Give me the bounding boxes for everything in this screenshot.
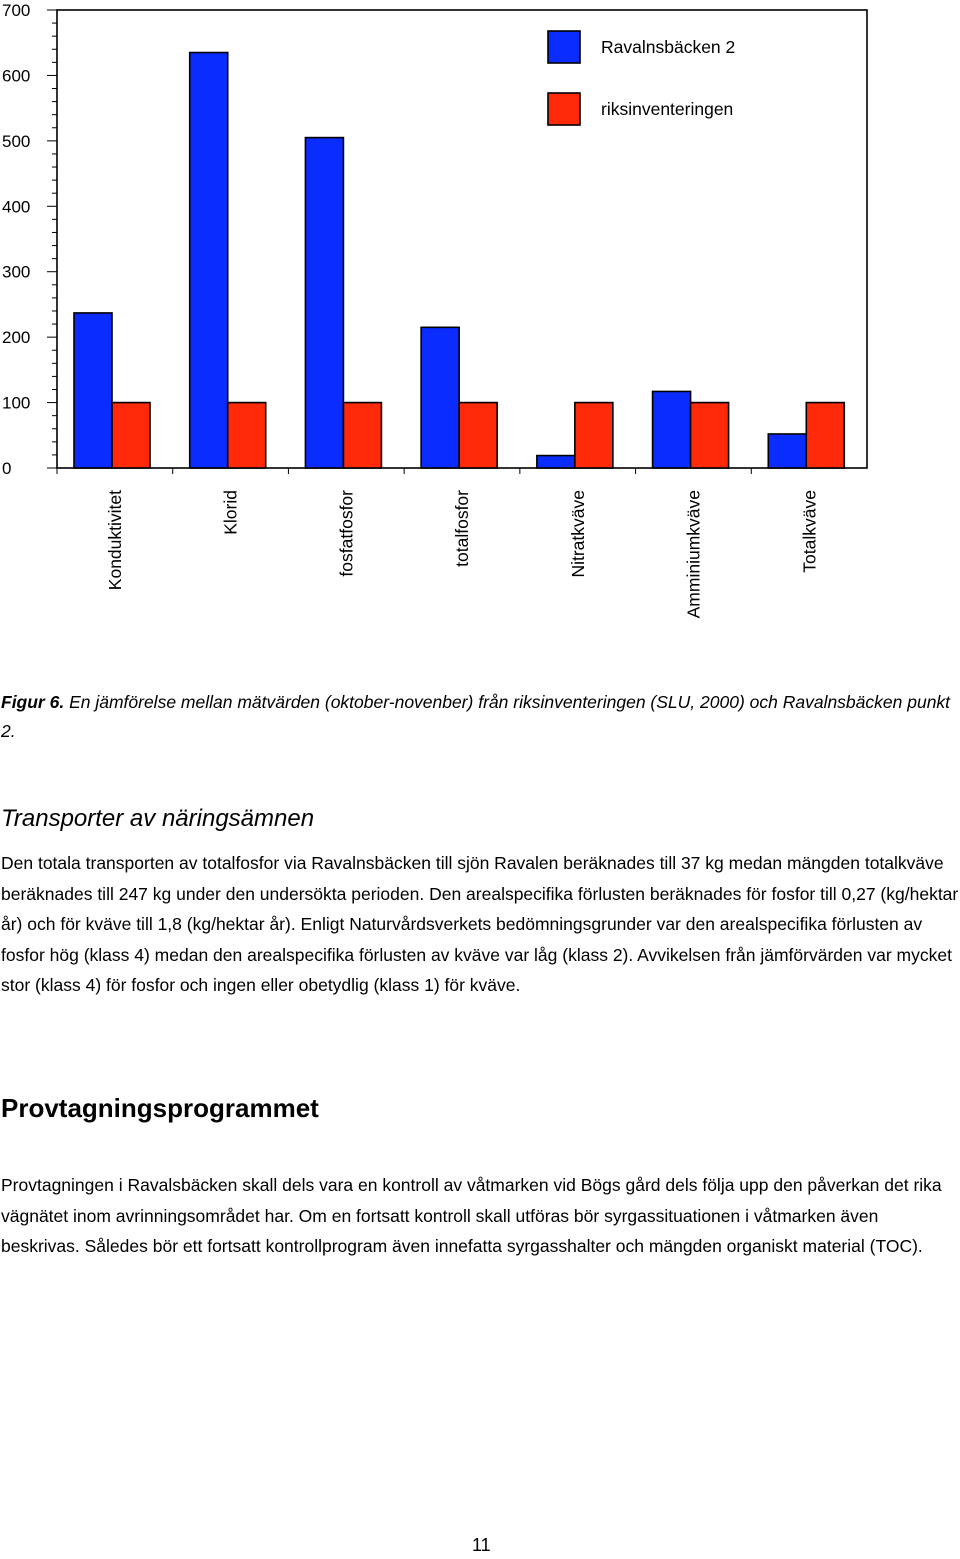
y-tick-label: 500 — [2, 131, 31, 151]
bar-riksinventeringen-totalfosfor — [459, 403, 497, 468]
caption-text: En jämförelse mellan mätvärden (oktober-novenber) från riksinventeringen (SLU, 2000) och Ravalnsbäcken punkt 2. — [1, 692, 951, 741]
paragraph-transporter: Den totala transporten av totalfosfor via Ravalnsbäcken till sjön Ravalen beräknades till 37 kg medan mängden totalkväve beräknades till 247 kg under den undersökta perioden. Den arealspecifika förlusten beräknades för fosfor till 0,27 (kg/hektar år) och för kväve till 1,8 (kg/hektar år). Enligt Naturvårdsverkets bedömningsgrunder var den arealspecifika förlusten av fosfor hög (klass 4) medan den arealspecifika förlusten av kväve var låg (klass 2). Avvikelsen från jämförvärden var mycket stor (klass 4) för fosfor och ingen eller obetydlig (klass 1) för kväve. — [1, 853, 959, 995]
y-tick-label: 400 — [2, 197, 31, 217]
bar-riksinventeringen-totalkväve — [806, 403, 844, 468]
y-tick-label: 0 — [2, 459, 12, 478]
x-axis-labels — [105, 490, 819, 619]
bar-ravalnsbacken-amminiumkväve — [653, 391, 691, 468]
bar-riksinventeringen-amminiumkväve — [691, 403, 729, 468]
x-tick-label: Amminiumkväve — [683, 490, 704, 619]
bar-riksinventeringen-nitratkväve — [575, 403, 613, 468]
bar-chart — [0, 0, 960, 660]
y-tick-label: 300 — [2, 262, 31, 282]
x-tick-label: Nitratkväve — [567, 490, 588, 578]
y-tick-label: 600 — [2, 66, 31, 86]
bar-ravalnsbacken-totalkväve — [768, 434, 806, 468]
y-tick-label: 700 — [2, 1, 31, 20]
section-heading-provtagning: Provtagningsprogrammet — [1, 1093, 319, 1123]
bar-ravalnsbacken-nitratkväve — [537, 456, 575, 468]
bar-ravalnsbacken-klorid — [190, 53, 228, 468]
legend-swatch — [548, 93, 580, 125]
y-tick-label: 200 — [2, 328, 31, 348]
y-tick-label: 100 — [2, 393, 31, 413]
page-number: 11 — [472, 1535, 491, 1555]
legend-label: riksinventeringen — [601, 99, 734, 119]
x-tick-label: fosfatfosfor — [336, 490, 357, 577]
x-tick-label: Konduktivitet — [105, 490, 125, 591]
bar-riksinventeringen-fosfatfosfor — [343, 403, 381, 468]
plot-frame — [57, 10, 867, 468]
x-tick-label: totalfosfor — [452, 490, 473, 567]
x-tick-label: Klorid — [220, 490, 241, 535]
bar-riksinventeringen-konduktivitet — [112, 403, 150, 468]
legend — [548, 31, 735, 125]
caption-label: Figur 6. — [1, 692, 65, 712]
x-tick-label: Totalkväve — [799, 490, 820, 573]
bar-riksinventeringen-klorid — [228, 403, 266, 468]
bar-ravalnsbacken-totalfosfor — [421, 327, 459, 468]
legend-label: Ravalnsbäcken 2 — [601, 37, 736, 57]
bar-ravalnsbacken-fosfatfosfor — [305, 138, 343, 468]
section-heading-transporter: Transporter av näringsämnen — [1, 805, 315, 832]
bar-ravalnsbacken-konduktivitet — [74, 313, 112, 468]
paragraph-provtagning: Provtagningen i Ravalsbäcken skall dels vara en kontroll av våtmarken vid Bögs gård dels följa upp den påverkan det rika vägnätet inom avrinningsområdet har. Om en fortsatt kontroll skall utföras bör syrgassituationen i våtmarken även beskrivas. Således bör ett fortsatt kontrollprogram även innefatta syrgasshalter och mängden organiskt material (TOC). — [1, 1175, 942, 1256]
legend-swatch — [548, 31, 580, 63]
figure-caption — [1, 688, 956, 746]
